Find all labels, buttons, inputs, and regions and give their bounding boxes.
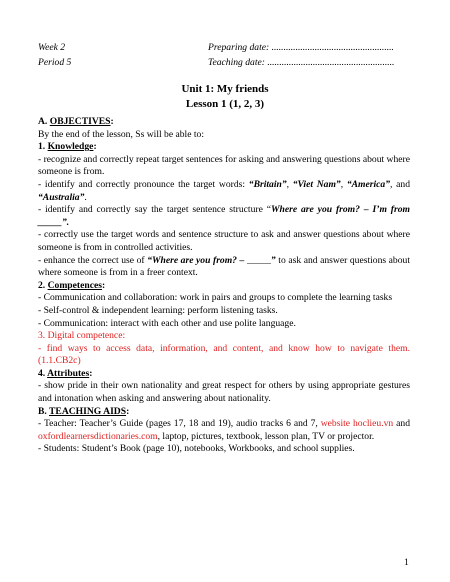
- lesson-title: Lesson 1 (1, 2, 3): [185, 98, 265, 110]
- competences-heading: 2. Competences:: [38, 279, 106, 291]
- page-number: 1: [404, 557, 409, 568]
- hoclieu-link[interactable]: website hoclieu.vn: [320, 418, 394, 430]
- teaching-aids-students: - Students: Student’s Book (page 10), notebooks, Workbooks, and school supplies.: [38, 443, 355, 455]
- objectives-heading: A. OBJECTIVES:: [38, 116, 114, 127]
- attributes-heading: 4. Attributes:: [38, 367, 93, 379]
- knowledge-item-1: - recognize and correctly repeat target sentences for asking and answering questions about where someone is from.: [38, 153, 410, 178]
- competences-item-3: - Communication: interact with each other and use polite language.: [38, 317, 296, 329]
- competences-item-2: - Self-control & independent learning: perform listening tasks.: [38, 304, 278, 316]
- teaching-aids-heading: B. TEACHING AIDS:: [38, 405, 130, 417]
- knowledge-item-3: - identify and correctly say the target sentence structure “Where are you from? – I’m from _____”.: [38, 204, 410, 228]
- teaching-aids-teacher: - Teacher: Teacher’s Guide (pages 17, 18 and 19), audio tracks 6 and 7, website hoclieu.vn and oxfordlearnersdictionaries.com, laptop, pictures, textbook, lesson plan, TV or projector.: [38, 418, 410, 442]
- attributes-item: - show pride in their own nationality and great respect for others by using appropriate gestures and intonation when asking and answering about nationality.: [38, 380, 410, 405]
- teaching-date: Teaching date: .....................................................: [208, 57, 395, 68]
- unit-title: Unit 1: My friends: [181, 83, 269, 95]
- oxford-dictionary-link[interactable]: oxfordlearnersdictionaries.com: [38, 430, 158, 442]
- competences-item-1: - Communication and collaboration: work in pairs and groups to complete the learning tasks: [38, 292, 393, 304]
- knowledge-item-5: - enhance the correct use of “Where are you from? – _____” to ask and answer questions about where someone is from in a freer context.: [38, 254, 410, 279]
- digital-competence-heading: 3. Digital competence:: [38, 330, 126, 342]
- knowledge-item-4: - correctly use the target words and sentence structure to ask and answer questions about where someone is from in controlled activities.: [38, 229, 410, 253]
- knowledge-item-2: - identify and correctly pronounce the target words: “Britain”, “Viet Nam”, “America”, and “Australia”.: [38, 178, 410, 203]
- lesson-body: [38, 116, 410, 456]
- objectives-intro: By the end of the lesson, Ss will be able to:: [38, 128, 205, 140]
- preparing-date: Preparing date: ...................................................: [208, 42, 394, 53]
- digital-competence-item: - find ways to access data, information, and content, and know how to navigate them. (1.1.CB2c): [38, 342, 410, 367]
- period-label: Period 5: [38, 57, 72, 68]
- knowledge-heading: 1. Knowledge:: [38, 141, 97, 153]
- week-label: Week 2: [38, 42, 66, 53]
